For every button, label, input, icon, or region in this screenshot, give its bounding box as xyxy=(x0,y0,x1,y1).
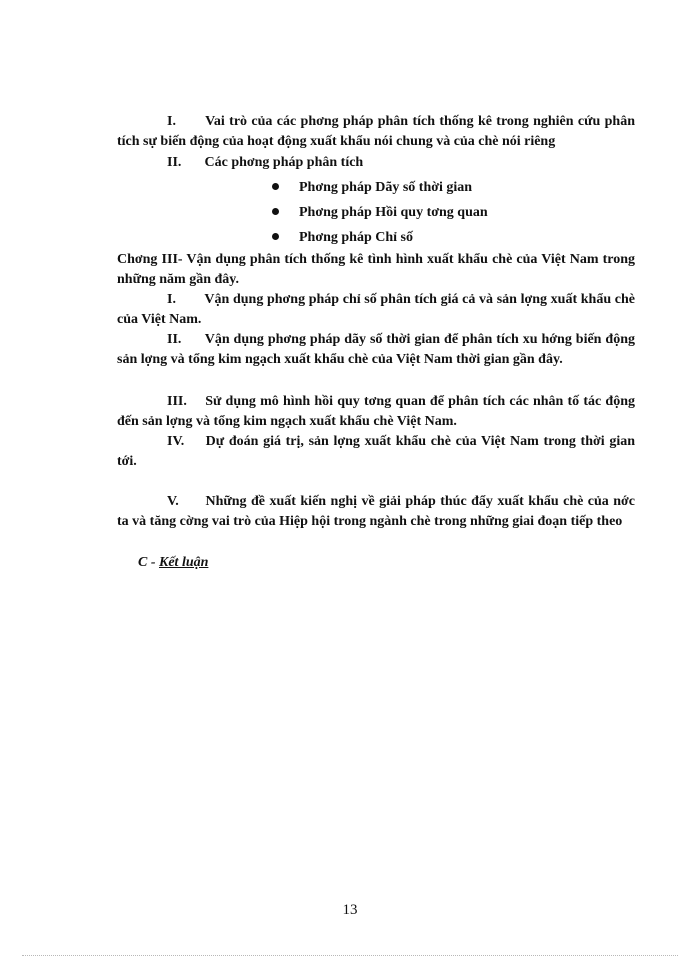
section-2-paragraph xyxy=(117,153,635,173)
item-paragraph xyxy=(117,290,635,330)
page-bottom-divider xyxy=(22,955,678,956)
section-1-paragraph xyxy=(117,112,635,152)
section-2-number: II. xyxy=(167,155,182,170)
page-number: 13 xyxy=(342,902,358,918)
bullet-item xyxy=(278,203,488,223)
chapter-3-text: Chơng III- Vận dụng phân tích thống kê tình hình xuất khẩu chè của Việt Nam trong những năm gần đây. xyxy=(117,252,635,287)
item-paragraph xyxy=(117,492,635,532)
item-text: Những đề xuất kiến nghị về giải pháp thúc đẩy xuất khẩu chè của nớc ta và tăng cờng vai trò của Hiệp hội trong ngành chè trong những giai đoạn tiếp theo xyxy=(117,494,636,529)
bullet-text: Phơng pháp Chỉ số xyxy=(299,230,413,245)
conclusion-heading xyxy=(138,553,208,573)
item-number: III. xyxy=(167,394,187,409)
item-paragraph xyxy=(117,392,635,432)
conclusion-prefix: C - xyxy=(138,555,159,570)
item-text: Vận dụng phơng pháp chỉ số phân tích giá cả và sản lợng xuất khẩu chè của Việt Nam. xyxy=(117,292,635,327)
item-text: Dự đoán giá trị, sản lợng xuất khẩu chè của Việt Nam trong thời gian tới. xyxy=(117,434,635,469)
conclusion-label: Kết luận xyxy=(159,555,209,570)
bullet-item xyxy=(278,178,473,198)
item-number: V. xyxy=(167,494,179,509)
chapter-3-heading xyxy=(117,250,635,290)
item-paragraph xyxy=(117,432,635,472)
bullet-text: Phơng pháp Dãy số thời gian xyxy=(299,180,473,195)
bullet-text: Phơng pháp Hồi quy tơng quan xyxy=(299,205,488,220)
section-1-number: I. xyxy=(167,114,176,129)
item-number: I. xyxy=(167,292,176,307)
item-number: II. xyxy=(167,332,182,347)
bullet-dot-icon xyxy=(272,183,279,190)
bullet-dot-icon xyxy=(272,208,279,215)
item-text: Vận dụng phơng pháp dãy số thời gian để phân tích xu hớng biến động sản lợng và tổng kim ngạch xuất khẩu chè của Việt Nam thời gian gần đây. xyxy=(117,332,635,367)
item-number: IV. xyxy=(167,434,185,449)
item-paragraph xyxy=(117,330,635,370)
bullet-item xyxy=(278,228,413,248)
section-1-text: Vai trò của các phơng pháp phân tích thống kê trong nghiên cứu phân tích sự biến động của hoạt động xuất khẩu nói chung và của chè nói riêng xyxy=(117,114,636,149)
bullet-dot-icon xyxy=(272,233,279,240)
section-2-text: Các phơng pháp phân tích xyxy=(204,155,364,170)
item-text: Sử dụng mô hình hồi quy tơng quan để phân tích các nhân tố tác động đến sản lợng và tổng kim ngạch xuất khẩu chè Việt Nam. xyxy=(117,394,635,429)
